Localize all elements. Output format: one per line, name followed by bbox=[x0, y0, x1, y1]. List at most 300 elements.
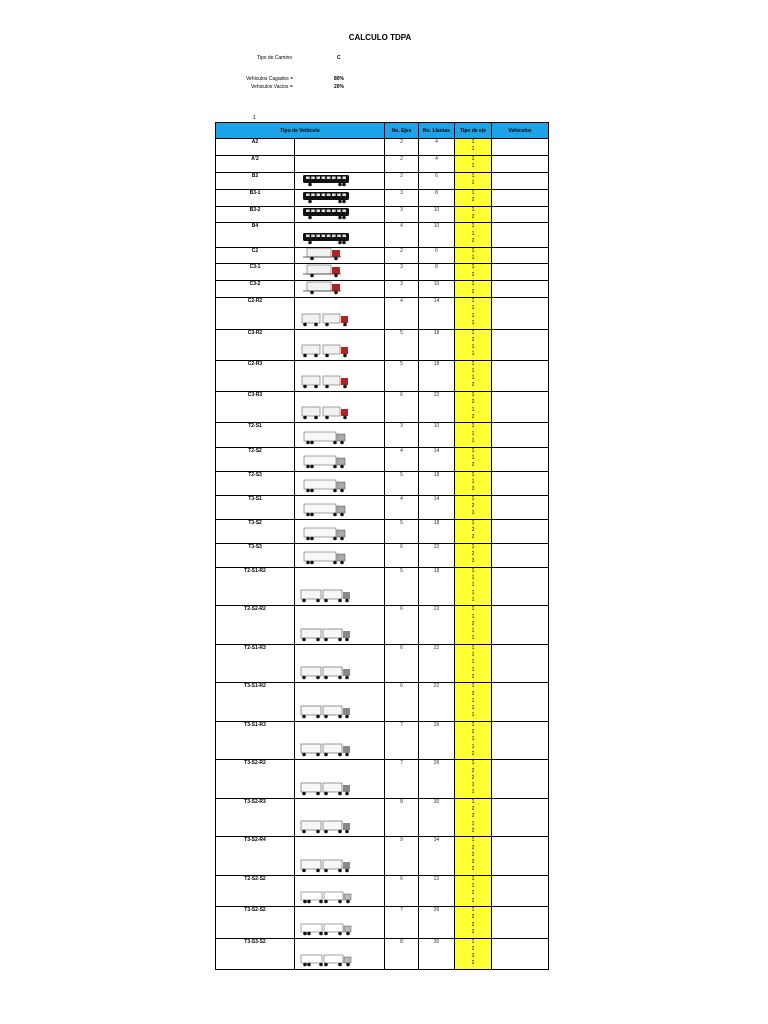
axle-type-value: 2 bbox=[471, 690, 475, 697]
table-row bbox=[216, 139, 549, 156]
axle-count: 2 bbox=[385, 247, 419, 264]
axle-type-cell bbox=[455, 519, 492, 543]
vehicle-code: T3-S3 bbox=[216, 543, 295, 567]
loaded-vehicles-label: Vehiculos Cagados = bbox=[246, 76, 294, 82]
vehicle-picture bbox=[295, 298, 385, 329]
tractor-semitrailer-icon bbox=[299, 549, 355, 565]
vehicle-code: C2-R2 bbox=[216, 298, 295, 329]
axle-count: 5 bbox=[385, 567, 419, 606]
vehicles-input-cell[interactable] bbox=[492, 392, 549, 423]
axle-type-cell bbox=[455, 206, 492, 223]
vehicle-picture bbox=[295, 247, 385, 264]
vehicles-input-cell[interactable] bbox=[492, 875, 549, 906]
vehicle-code: T2-S2 bbox=[216, 447, 295, 471]
axle-type-value: 2 bbox=[471, 750, 475, 757]
vehicle-picture bbox=[295, 189, 385, 206]
vehicle-code: C3-2 bbox=[216, 281, 295, 298]
axle-type-value: 1 bbox=[471, 454, 475, 461]
axle-count: 4 bbox=[385, 495, 419, 519]
axle-type-value: 1 bbox=[471, 659, 475, 666]
table-row bbox=[216, 189, 549, 206]
axle-type-value: 1 bbox=[471, 875, 475, 882]
vehicles-input-cell[interactable] bbox=[492, 760, 549, 799]
tire-count: 18 bbox=[419, 360, 455, 391]
axle-type-value: 2 bbox=[471, 827, 475, 834]
axle-type-value: 1 bbox=[471, 683, 475, 690]
double-trailer-icon bbox=[299, 587, 355, 603]
axle-count: 7 bbox=[385, 907, 419, 938]
axle-count: 5 bbox=[385, 360, 419, 391]
truck-icon bbox=[299, 264, 355, 278]
axle-count: 7 bbox=[385, 721, 419, 760]
vehicle-code: B4 bbox=[216, 223, 295, 247]
axle-type-cell bbox=[455, 798, 492, 837]
vehicle-picture bbox=[295, 721, 385, 760]
vehicles-input-cell[interactable] bbox=[492, 264, 549, 281]
axle-type-cell bbox=[455, 567, 492, 606]
axle-type-value: 2 bbox=[471, 382, 475, 389]
axle-type-cell bbox=[455, 360, 492, 391]
vehicle-picture bbox=[295, 875, 385, 906]
axle-type-cell bbox=[455, 223, 492, 247]
axle-type-value: 1 bbox=[471, 543, 475, 550]
vehicle-picture bbox=[295, 281, 385, 298]
tire-count: 10 bbox=[419, 206, 455, 223]
axle-count: 3 bbox=[385, 281, 419, 298]
tractor-semitrailer-icon bbox=[299, 429, 355, 445]
vehicle-code: T3-S1 bbox=[216, 495, 295, 519]
tractor-semitrailer-icon bbox=[299, 453, 355, 469]
vehicle-picture bbox=[295, 567, 385, 606]
vehicles-input-cell[interactable] bbox=[492, 447, 549, 471]
truck-trailer-icon bbox=[299, 404, 355, 420]
table-row bbox=[216, 172, 549, 189]
table-row bbox=[216, 392, 549, 423]
vehicle-code: C3-R2 bbox=[216, 329, 295, 360]
vehicle-picture bbox=[295, 798, 385, 837]
axle-count: 3 bbox=[385, 264, 419, 281]
axle-type-value: 2 bbox=[471, 237, 475, 244]
axle-type-value: 1 bbox=[471, 789, 475, 796]
bus-icon bbox=[299, 229, 355, 245]
tire-count: 14 bbox=[419, 495, 455, 519]
axle-type-value: 1 bbox=[471, 837, 475, 844]
cell-marker: 1 bbox=[253, 115, 256, 121]
table-row bbox=[216, 721, 549, 760]
vehicle-code: T2-S2-R2 bbox=[216, 606, 295, 645]
axle-type-value: 1 bbox=[471, 375, 475, 382]
table-row bbox=[216, 471, 549, 495]
vehicle-picture bbox=[295, 392, 385, 423]
axle-count: 5 bbox=[385, 471, 419, 495]
axle-type-value: 1 bbox=[471, 368, 475, 375]
axle-type-value: 1 bbox=[471, 146, 475, 153]
axle-type-value: 1 bbox=[471, 582, 475, 589]
axle-count: 2 bbox=[385, 139, 419, 156]
axle-type-value: 2 bbox=[471, 921, 475, 928]
vehicles-input-cell[interactable] bbox=[492, 206, 549, 223]
table-row bbox=[216, 447, 549, 471]
axle-type-value: 1 bbox=[471, 247, 475, 254]
axle-type-value: 2 bbox=[471, 767, 475, 774]
b-train-icon bbox=[299, 888, 355, 904]
axle-type-value: 1 bbox=[471, 782, 475, 789]
tire-count: 10 bbox=[419, 223, 455, 247]
vehicle-picture bbox=[295, 329, 385, 360]
vehicle-code: T3-S2-R2 bbox=[216, 760, 295, 799]
axle-type-value: 1 bbox=[471, 883, 475, 890]
axle-type-value: 2 bbox=[471, 844, 475, 851]
tire-count: 22 bbox=[419, 543, 455, 567]
axle-type-value: 2 bbox=[471, 399, 475, 406]
truck-icon bbox=[299, 281, 355, 295]
axle-type-cell bbox=[455, 155, 492, 172]
axle-type-value: 1 bbox=[471, 760, 475, 767]
axle-type-value: 1 bbox=[471, 172, 475, 179]
tire-count: 14 bbox=[419, 298, 455, 329]
vehicle-code: T3-S3-S2 bbox=[216, 938, 295, 969]
axle-count: 2 bbox=[385, 172, 419, 189]
vehicles-input-cell[interactable] bbox=[492, 837, 549, 876]
axle-type-value: 1 bbox=[471, 139, 475, 145]
axle-count: 2 bbox=[385, 155, 419, 172]
vehicle-code: T2-S3 bbox=[216, 471, 295, 495]
vehicle-picture bbox=[295, 519, 385, 543]
axle-type-value: 1 bbox=[471, 281, 475, 288]
tire-count: 10 bbox=[419, 281, 455, 298]
vehicles-input-cell[interactable] bbox=[492, 798, 549, 837]
axle-count: 7 bbox=[385, 760, 419, 799]
axle-type-value: 1 bbox=[471, 567, 475, 574]
table-row bbox=[216, 495, 549, 519]
axle-type-value: 2 bbox=[471, 729, 475, 736]
vehicles-input-cell[interactable] bbox=[492, 223, 549, 247]
tire-count: 14 bbox=[419, 447, 455, 471]
vehicle-picture bbox=[295, 447, 385, 471]
axle-type-value: 2 bbox=[471, 620, 475, 627]
axle-type-value: 1 bbox=[471, 705, 475, 712]
axle-type-value: 1 bbox=[471, 907, 475, 914]
axle-count: 8 bbox=[385, 938, 419, 969]
axle-type-value: 1 bbox=[471, 329, 475, 336]
axle-type-value: 2 bbox=[471, 336, 475, 343]
vehicle-picture bbox=[295, 264, 385, 281]
axle-count: 5 bbox=[385, 329, 419, 360]
axle-type-cell bbox=[455, 837, 492, 876]
tire-count: 26 bbox=[419, 760, 455, 799]
axle-type-value: 2 bbox=[471, 461, 475, 468]
loaded-vehicles-value: 80% bbox=[334, 76, 345, 82]
axle-type-value: 1 bbox=[471, 743, 475, 750]
header-vehicles: Vehiculos bbox=[492, 123, 549, 139]
axle-type-cell bbox=[455, 683, 492, 722]
vehicles-input-cell[interactable] bbox=[492, 281, 549, 298]
vehicle-picture bbox=[295, 223, 385, 247]
axle-type-value: 1 bbox=[471, 596, 475, 603]
vehicle-picture bbox=[295, 495, 385, 519]
vehicles-input-cell[interactable] bbox=[492, 247, 549, 264]
axle-type-cell bbox=[455, 392, 492, 423]
table-row bbox=[216, 837, 549, 876]
vehicle-picture bbox=[295, 683, 385, 722]
double-trailer-icon bbox=[299, 626, 355, 642]
vehicle-picture bbox=[295, 206, 385, 223]
axle-type-value: 2 bbox=[471, 673, 475, 680]
axle-type-value: 1 bbox=[471, 736, 475, 743]
axle-type-value: 1 bbox=[471, 298, 475, 305]
vehicle-code: T3-S1-R3 bbox=[216, 721, 295, 760]
axle-type-value: 2 bbox=[471, 196, 475, 203]
axle-count: 4 bbox=[385, 223, 419, 247]
axle-type-value: 1 bbox=[471, 495, 475, 502]
table-body bbox=[216, 139, 549, 970]
vehicle-picture bbox=[295, 907, 385, 938]
axle-type-value: 1 bbox=[471, 264, 475, 271]
axle-type-cell bbox=[455, 329, 492, 360]
table-row bbox=[216, 875, 549, 906]
double-trailer-icon bbox=[299, 703, 355, 719]
double-trailer-icon bbox=[299, 741, 355, 757]
axle-type-cell bbox=[455, 471, 492, 495]
axle-count: 6 bbox=[385, 392, 419, 423]
tire-count: 4 bbox=[419, 139, 455, 156]
axle-type-cell bbox=[455, 938, 492, 969]
table-row bbox=[216, 683, 549, 722]
tire-count: 8 bbox=[419, 189, 455, 206]
vehicles-input-cell[interactable] bbox=[492, 139, 549, 156]
table-row bbox=[216, 907, 549, 938]
axle-type-value: 3 bbox=[471, 952, 475, 959]
axle-type-value: 2 bbox=[471, 851, 475, 858]
table-row bbox=[216, 567, 549, 606]
axle-type-value: 1 bbox=[471, 155, 475, 162]
tire-count: 22 bbox=[419, 392, 455, 423]
table-row bbox=[216, 423, 549, 447]
table-row bbox=[216, 543, 549, 567]
axle-type-cell bbox=[455, 447, 492, 471]
table-row bbox=[216, 298, 549, 329]
axle-type-value: 1 bbox=[471, 423, 475, 430]
tire-count: 18 bbox=[419, 519, 455, 543]
double-trailer-icon bbox=[299, 780, 355, 796]
vehicle-code: T2-S1 bbox=[216, 423, 295, 447]
axle-type-cell bbox=[455, 247, 492, 264]
vehicles-input-cell[interactable] bbox=[492, 298, 549, 329]
b-train-icon bbox=[299, 951, 355, 967]
double-trailer-icon bbox=[299, 664, 355, 680]
vehicles-input-cell[interactable] bbox=[492, 543, 549, 567]
axle-type-cell bbox=[455, 907, 492, 938]
truck-trailer-icon bbox=[299, 342, 355, 358]
tire-count: 6 bbox=[419, 172, 455, 189]
vehicle-picture bbox=[295, 938, 385, 969]
axle-count: 3 bbox=[385, 423, 419, 447]
vehicle-code: C3-1 bbox=[216, 264, 295, 281]
axle-type-value: 1 bbox=[471, 254, 475, 261]
axle-type-value: 1 bbox=[471, 437, 475, 444]
axle-type-value: 1 bbox=[471, 606, 475, 613]
tractor-semitrailer-icon bbox=[299, 501, 355, 517]
axle-type-cell bbox=[455, 139, 492, 156]
tractor-semitrailer-icon bbox=[299, 477, 355, 493]
axle-type-value: 1 bbox=[471, 447, 475, 454]
table-row bbox=[216, 644, 549, 683]
tire-count: 4 bbox=[419, 155, 455, 172]
table-header-row bbox=[216, 123, 549, 139]
vehicles-input-cell[interactable] bbox=[492, 567, 549, 606]
axle-type-value: 1 bbox=[471, 319, 475, 326]
tractor-semitrailer-icon bbox=[299, 525, 355, 541]
axle-type-value: 2 bbox=[471, 551, 475, 558]
axle-type-value: 1 bbox=[471, 392, 475, 399]
axle-type-cell bbox=[455, 495, 492, 519]
vehicle-code: B2 bbox=[216, 172, 295, 189]
axle-type-value: 1 bbox=[471, 820, 475, 827]
axle-type-value: 2 bbox=[471, 413, 475, 420]
vehicle-code: C2 bbox=[216, 247, 295, 264]
vehicles-input-cell[interactable] bbox=[492, 329, 549, 360]
axle-type-value: 1 bbox=[471, 223, 475, 230]
axle-type-value: 2 bbox=[471, 859, 475, 866]
axle-type-value: 3 bbox=[471, 486, 475, 492]
vehicles-input-cell[interactable] bbox=[492, 495, 549, 519]
axle-type-cell bbox=[455, 606, 492, 645]
vehicle-picture bbox=[295, 760, 385, 799]
axle-type-cell bbox=[455, 644, 492, 683]
bus-icon bbox=[299, 172, 355, 186]
axle-type-value: 2 bbox=[471, 774, 475, 781]
tire-count: 30 bbox=[419, 938, 455, 969]
table-row bbox=[216, 360, 549, 391]
vehicle-code: A'2 bbox=[216, 155, 295, 172]
vehicle-picture bbox=[295, 606, 385, 645]
table-row bbox=[216, 155, 549, 172]
table-row bbox=[216, 606, 549, 645]
tire-count: 26 bbox=[419, 907, 455, 938]
axle-type-value: 2 bbox=[471, 534, 475, 541]
vehicle-picture bbox=[295, 360, 385, 391]
vehicles-input-cell[interactable] bbox=[492, 189, 549, 206]
vehicles-input-cell[interactable] bbox=[492, 471, 549, 495]
tire-count: 18 bbox=[419, 471, 455, 495]
vehicles-input-cell[interactable] bbox=[492, 155, 549, 172]
vehicle-code: B3-1 bbox=[216, 189, 295, 206]
vehicle-code: C3-R3 bbox=[216, 392, 295, 423]
axle-type-cell bbox=[455, 264, 492, 281]
axle-count: 4 bbox=[385, 298, 419, 329]
axle-type-value: 3 bbox=[471, 558, 475, 565]
axle-type-cell bbox=[455, 281, 492, 298]
axle-type-value: 1 bbox=[471, 206, 475, 213]
table-row bbox=[216, 281, 549, 298]
table-row bbox=[216, 264, 549, 281]
axle-type-value: 1 bbox=[471, 589, 475, 596]
vehicles-input-cell[interactable] bbox=[492, 606, 549, 645]
axle-count: 4 bbox=[385, 447, 419, 471]
page-title: CALCULO TDPA bbox=[348, 33, 412, 42]
header-axle-type: Tipo de eje bbox=[455, 123, 492, 139]
vehicle-picture bbox=[295, 543, 385, 567]
truck-trailer-icon bbox=[299, 311, 355, 327]
table-row bbox=[216, 206, 549, 223]
axle-type-value: 1 bbox=[471, 343, 475, 350]
axle-type-cell bbox=[455, 298, 492, 329]
axle-type-value: 1 bbox=[471, 938, 475, 945]
table-row bbox=[216, 519, 549, 543]
axle-type-value: 1 bbox=[471, 430, 475, 437]
vehicles-input-cell[interactable] bbox=[492, 683, 549, 722]
vehicles-input-cell[interactable] bbox=[492, 172, 549, 189]
vehicle-picture bbox=[295, 155, 385, 172]
axle-count: 5 bbox=[385, 519, 419, 543]
vehicles-input-cell[interactable] bbox=[492, 938, 549, 969]
axle-type-value: 1 bbox=[471, 163, 475, 170]
road-type-label: Tipo de Camino bbox=[257, 55, 293, 61]
axle-type-value: 1 bbox=[471, 305, 475, 312]
bus-icon bbox=[299, 206, 355, 220]
vehicle-code: B3-2 bbox=[216, 206, 295, 223]
axle-type-value: 1 bbox=[471, 613, 475, 620]
axle-count: 3 bbox=[385, 189, 419, 206]
axle-type-value: 1 bbox=[471, 478, 475, 485]
bus-icon bbox=[299, 189, 355, 203]
table-row bbox=[216, 223, 549, 247]
tire-count: 18 bbox=[419, 567, 455, 606]
axle-type-value: 2 bbox=[471, 945, 475, 952]
vehicles-input-cell[interactable] bbox=[492, 360, 549, 391]
vehicles-input-cell[interactable] bbox=[492, 644, 549, 683]
axle-type-value: 2 bbox=[471, 866, 475, 873]
axle-type-value: 2 bbox=[471, 288, 475, 295]
axle-type-value: 1 bbox=[471, 697, 475, 704]
b-train-icon bbox=[299, 920, 355, 936]
axle-type-value: 2 bbox=[471, 526, 475, 533]
axle-type-value: 1 bbox=[471, 471, 475, 478]
vehicle-picture bbox=[295, 644, 385, 683]
axle-type-value: 2 bbox=[471, 890, 475, 897]
table-row bbox=[216, 938, 549, 969]
tire-count: 34 bbox=[419, 837, 455, 876]
vehicles-input-cell[interactable] bbox=[492, 519, 549, 543]
vehicles-input-cell[interactable] bbox=[492, 907, 549, 938]
tire-count: 8 bbox=[419, 264, 455, 281]
tire-count: 6 bbox=[419, 247, 455, 264]
vehicle-code: A2 bbox=[216, 139, 295, 156]
axle-type-cell bbox=[455, 543, 492, 567]
vehicles-input-cell[interactable] bbox=[492, 423, 549, 447]
axle-type-value: 1 bbox=[471, 179, 475, 186]
vehicle-picture bbox=[295, 423, 385, 447]
header-axles: No. Ejes bbox=[385, 123, 419, 139]
axle-type-value: 1 bbox=[471, 519, 475, 526]
axle-type-value: 2 bbox=[471, 213, 475, 220]
axle-type-value: 2 bbox=[471, 897, 475, 904]
tire-count: 22 bbox=[419, 683, 455, 722]
vehicle-picture bbox=[295, 139, 385, 156]
vehicle-picture bbox=[295, 172, 385, 189]
axle-count: 9 bbox=[385, 837, 419, 876]
vehicle-code: T2-S1-R3 bbox=[216, 644, 295, 683]
table-row bbox=[216, 329, 549, 360]
road-type-value: C bbox=[337, 55, 341, 61]
tire-count: 18 bbox=[419, 329, 455, 360]
vehicle-picture bbox=[295, 471, 385, 495]
axle-type-value: 2 bbox=[471, 914, 475, 921]
axle-type-cell bbox=[455, 721, 492, 760]
vehicles-input-cell[interactable] bbox=[492, 721, 549, 760]
axle-type-value: 1 bbox=[471, 666, 475, 673]
axle-count: 3 bbox=[385, 206, 419, 223]
